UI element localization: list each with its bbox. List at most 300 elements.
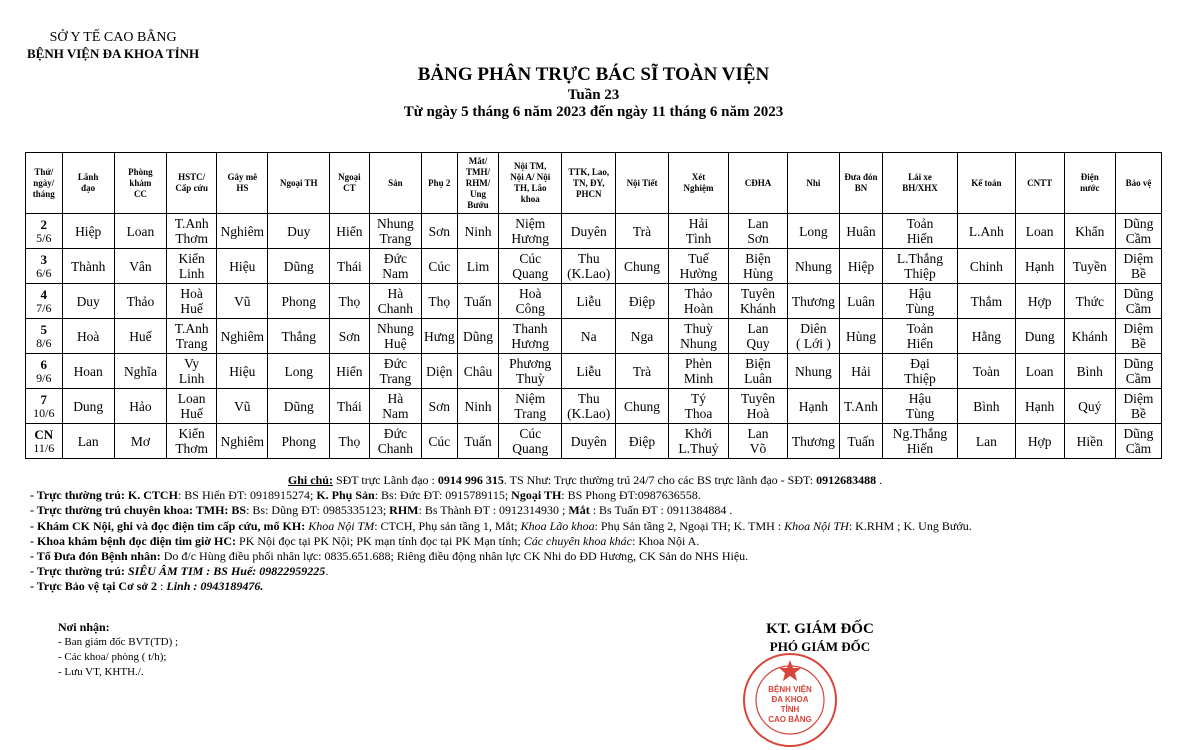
date: 5/6 <box>36 230 52 245</box>
note-italic: Khoa Nội TH <box>784 518 849 533</box>
note-bold: K. Phụ Sản <box>316 488 375 503</box>
cell-text: Thái <box>337 398 362 414</box>
note-label: Ghi chú: <box>287 473 333 487</box>
cell-text: Toản <box>906 216 934 231</box>
note-text: : Bs Thành ĐT : 0912314930 ; <box>418 503 569 518</box>
column-header <box>26 153 63 214</box>
cell-text: Hoà <box>518 286 542 301</box>
cell-text: Cầm <box>1125 441 1152 456</box>
table-cell <box>217 354 268 389</box>
recipient-item: - Lưu VT, KHTH./. <box>58 666 144 678</box>
cell-text: Lan <box>747 426 769 441</box>
column-header <box>958 153 1015 214</box>
table-cell <box>787 389 839 424</box>
cell-text: Hiệu <box>229 363 256 379</box>
table-cell <box>369 389 421 424</box>
cell-text: Quý <box>1078 398 1102 414</box>
table-cell <box>1115 249 1161 284</box>
table-cell <box>840 354 883 389</box>
note-bold: - Trực thường trú chuyên khoa: TMH: BS <box>30 503 247 518</box>
cell-text: Cúc <box>519 426 542 441</box>
cell-text: Thuỳ <box>515 371 545 386</box>
table-cell <box>1064 284 1115 319</box>
cell-text: Thứ/ <box>34 166 54 177</box>
cell-text: Sơn <box>338 328 361 344</box>
cell-text: Diệm <box>1123 391 1154 406</box>
org-department: SỞ Y TẾ CAO BẰNG <box>49 30 177 45</box>
cell-text: Hảo <box>129 398 152 414</box>
table-cell <box>422 284 458 319</box>
table-cell <box>958 319 1015 354</box>
cell-text: Sơn <box>428 223 450 239</box>
cell-text: Hiến <box>906 231 934 246</box>
column-header <box>217 153 268 214</box>
cell-text: HSTC/ <box>178 172 206 182</box>
note-text: : <box>157 579 167 594</box>
org-hospital: BỆNH VIỆN ĐA KHOA TỈNH <box>27 46 200 61</box>
table-cell <box>562 284 616 319</box>
column-header <box>167 153 217 214</box>
table-cell <box>729 389 788 424</box>
cell-text: Thọ <box>428 293 451 309</box>
cell-text: ngày/ <box>33 177 55 188</box>
cell-text: Thơm <box>175 231 208 246</box>
table-row <box>26 284 1162 319</box>
note-text: PK Nội đọc tại PK Nội; PK mạn tính đọc tại PK Mạn tính; <box>236 533 524 548</box>
table-cell <box>422 249 458 284</box>
seal-text: TỈNH <box>780 705 800 714</box>
table-row <box>26 354 1162 389</box>
cell-text: Niệm <box>515 216 546 231</box>
column-header <box>562 153 616 214</box>
cell-text: Long <box>284 363 313 379</box>
cell-text: Nội TM, <box>514 161 547 171</box>
table-cell <box>369 214 421 249</box>
table-cell <box>422 354 458 389</box>
cell-text: Đức <box>383 426 407 441</box>
table-cell <box>330 389 370 424</box>
table-cell <box>369 424 421 459</box>
cell-text: Kiển <box>178 426 205 441</box>
cell-text: Vy <box>184 356 200 371</box>
note-bold: Mắt <box>568 503 590 518</box>
cell-text: Nhung <box>795 258 832 274</box>
cell-text: Lái xe <box>908 172 932 182</box>
table-cell <box>62 319 114 354</box>
note-text: : CTCH, Phụ sản tầng 1, Mắt; <box>374 518 521 533</box>
cell-text: Trà <box>632 363 652 379</box>
cell-text: Hùng <box>743 266 774 281</box>
cell-text: Hương <box>511 336 550 351</box>
table-cell <box>616 214 668 249</box>
table-cell <box>958 214 1015 249</box>
day-cell <box>26 284 63 319</box>
cell-text: Phong <box>281 433 316 449</box>
note-text: : Phụ Sản tầng 2, Ngoại TH; K. TMH : <box>594 518 785 533</box>
table-cell <box>787 424 839 459</box>
table-cell <box>840 214 883 249</box>
table-cell <box>729 319 788 354</box>
cell-text: Toàn <box>972 363 1000 379</box>
table-cell <box>958 284 1015 319</box>
cell-text: Thoa <box>684 406 713 421</box>
column-header <box>1064 153 1115 214</box>
cell-text: Thắm <box>970 293 1003 309</box>
cell-text: Nhung <box>680 336 717 351</box>
column-header <box>616 153 668 214</box>
table-cell <box>499 389 562 424</box>
cell-text: Nga <box>630 328 654 344</box>
date: 6/6 <box>36 265 52 280</box>
cell-text: L.Thắng <box>896 251 944 266</box>
cell-text: Thương <box>791 293 835 309</box>
table-cell <box>1015 354 1064 389</box>
cell-text: Thuỳ <box>684 321 713 336</box>
cell-text: khám <box>129 177 152 188</box>
cell-text: tháng <box>32 188 55 199</box>
table-cell <box>422 214 458 249</box>
cell-text: Vân <box>129 258 152 274</box>
note-text: . <box>325 564 329 579</box>
table-cell <box>268 354 330 389</box>
cell-text: Ninh <box>464 398 492 414</box>
table-cell <box>882 354 957 389</box>
cell-text: TMH/ <box>465 166 490 177</box>
cell-text: Loan <box>126 223 155 239</box>
note-text: . <box>876 473 883 487</box>
cell-text: T.Anh <box>174 216 209 231</box>
cell-text: Huế <box>180 301 203 316</box>
cell-text: Sản <box>388 177 403 188</box>
cell-text: CC <box>133 188 147 199</box>
table-cell <box>729 214 788 249</box>
cell-text: Lan <box>77 433 99 449</box>
document-title: BẢNG PHÂN TRỰC BÁC SĨ TOÀN VIỆN <box>417 64 770 85</box>
note-text: . TS Như: Trực thường trú 24/7 cho các BS trực lãnh đạo - SĐT: <box>503 473 817 487</box>
table-cell <box>882 284 957 319</box>
note-bold: - Khoa khám bệnh đọc điện tim giờ HC: <box>30 533 237 548</box>
cell-text: Công <box>515 301 545 316</box>
table-cell <box>217 424 268 459</box>
cell-text: Dũng <box>1123 286 1154 301</box>
cell-text: Dũng <box>462 328 493 344</box>
table-cell <box>1064 354 1115 389</box>
cell-text: Phụ 2 <box>428 177 451 188</box>
cell-text: Trang <box>379 231 412 246</box>
note-summary <box>0 473 1170 488</box>
cell-text: Tuế <box>688 251 709 266</box>
table-cell <box>562 249 616 284</box>
table-cell <box>958 249 1015 284</box>
cell-text: Linh <box>178 266 205 281</box>
cell-text: Bướu <box>467 199 489 210</box>
day-cell <box>26 354 63 389</box>
cell-text: Thảo <box>684 286 713 301</box>
cell-text: Kiển <box>178 251 205 266</box>
seal-text: ĐA KHOA <box>771 695 809 704</box>
note-line-1 <box>30 488 1170 503</box>
table-cell <box>167 249 217 284</box>
cell-text: Hoà <box>180 286 203 301</box>
table-body <box>26 214 1162 459</box>
note-bold-italic: Linh : 0943189476. <box>166 579 264 594</box>
table-cell <box>958 389 1015 424</box>
cell-text: Huế <box>129 328 152 344</box>
table-cell <box>167 214 217 249</box>
note-text: : BS Hiển ĐT: 0918915274; <box>177 488 317 503</box>
cell-text: Cấp cứu <box>175 183 208 193</box>
table-cell <box>217 249 268 284</box>
table-cell <box>840 284 883 319</box>
cell-text: Loan <box>177 391 206 406</box>
cell-text: Thương <box>791 433 835 449</box>
seal-text: BỆNH VIỆN <box>768 685 812 694</box>
cell-text: Hạnh <box>798 398 829 414</box>
table-cell <box>369 319 421 354</box>
table-cell <box>1064 319 1115 354</box>
cell-text: Diên <box>800 321 827 336</box>
table-cell <box>787 319 839 354</box>
table-cell <box>268 284 330 319</box>
table-row <box>26 249 1162 284</box>
note-text: : K.RHM ; K. Ung Bướu. <box>848 518 972 533</box>
cell-text: Lan <box>975 433 997 449</box>
cell-text: Hợp <box>1027 433 1052 449</box>
weekday: 2 <box>40 216 48 232</box>
cell-text: Bảo vệ <box>1125 177 1152 188</box>
weekday: 4 <box>40 286 48 302</box>
cell-text: Luân <box>744 371 772 386</box>
cell-text: Tý <box>690 391 706 406</box>
cell-text: Nghiêm <box>220 328 265 344</box>
column-header <box>114 153 166 214</box>
cell-text: Hoà <box>746 406 770 421</box>
table-row <box>26 424 1162 459</box>
cell-text: Minh <box>683 371 714 386</box>
cell-text: nước <box>1080 183 1100 193</box>
cell-text: Hương <box>511 231 550 246</box>
cell-text: Dung <box>1024 328 1055 344</box>
cell-text: RHM/ <box>465 177 491 188</box>
table-cell <box>422 319 458 354</box>
cell-text: Lim <box>466 258 490 274</box>
cell-text: Quy <box>746 336 770 351</box>
note-bold: RHM <box>389 503 419 518</box>
cell-text: Cúc <box>428 258 451 274</box>
cell-text: Phòng <box>128 166 153 177</box>
column-header <box>1015 153 1064 214</box>
notes-section <box>30 473 1170 595</box>
cell-text: Duyên <box>570 433 607 449</box>
cell-text: Diệm <box>1123 321 1154 336</box>
day-cell <box>26 389 63 424</box>
cell-text: Cầm <box>1125 301 1152 316</box>
column-header <box>882 153 957 214</box>
table-cell <box>62 354 114 389</box>
column-header <box>499 153 562 214</box>
cell-text: Thu <box>577 251 600 266</box>
note-line-6 <box>30 564 1170 579</box>
note-text: : BS Phong ĐT:0987636558. <box>561 488 701 503</box>
organization-header <box>27 30 199 62</box>
cell-text: Hiến <box>906 336 934 351</box>
table-cell <box>668 284 729 319</box>
cell-text: Hậu <box>908 391 932 406</box>
cell-text: Trang <box>175 336 208 351</box>
cell-text: Tùng <box>905 301 935 316</box>
table-cell <box>499 249 562 284</box>
table-cell <box>882 214 957 249</box>
cell-text: Hoan <box>73 363 103 379</box>
table-cell <box>1064 249 1115 284</box>
table-cell <box>268 424 330 459</box>
cell-text: TH, Lão <box>513 183 547 193</box>
cell-text: Đại <box>910 356 930 371</box>
cell-text: Vũ <box>234 293 251 309</box>
table-cell <box>330 214 370 249</box>
table-cell <box>562 354 616 389</box>
cell-text: Lan <box>747 216 769 231</box>
cell-text: TN, ĐY, <box>573 177 605 188</box>
cell-text: Nam <box>382 406 409 421</box>
recipient-item: - Các khoa/ phòng ( t/h); <box>58 651 167 663</box>
column-header <box>729 153 788 214</box>
cell-text: Điệp <box>628 293 656 309</box>
recipient-item: - Ban giám đốc BVT(TD) ; <box>58 636 179 648</box>
table-cell <box>1115 319 1161 354</box>
signature-title: KT. GIÁM ĐỐC <box>766 621 874 637</box>
table-cell <box>499 284 562 319</box>
cell-text: BH/XHX <box>902 183 938 193</box>
cell-text: Tuyên <box>741 286 776 301</box>
table-cell <box>330 354 370 389</box>
table-cell <box>457 249 499 284</box>
cell-text: Ngoại TH <box>279 177 318 188</box>
cell-text: Loan <box>1025 223 1054 239</box>
cell-text: Thơm <box>175 441 208 456</box>
cell-text: Trang <box>514 406 547 421</box>
table-cell <box>217 319 268 354</box>
table-cell <box>369 284 421 319</box>
table-row <box>26 214 1162 249</box>
date-range: Từ ngày 5 tháng 6 năm 2023 đến ngày 11 tháng 6 năm 2023 <box>403 104 784 120</box>
table-cell <box>217 284 268 319</box>
column-header <box>1115 153 1161 214</box>
column-header <box>457 153 499 214</box>
cell-text: Cúc <box>428 433 451 449</box>
cell-text: Hải <box>688 216 709 231</box>
cell-text: Dũng <box>1123 426 1154 441</box>
table-cell <box>62 389 114 424</box>
cell-text: Đưa đón <box>844 172 878 182</box>
table-cell <box>882 424 957 459</box>
cell-text: Hằng <box>971 328 1001 344</box>
cell-text: Thọ <box>338 433 361 449</box>
cell-text: Nghiệm <box>683 183 714 193</box>
cell-text: Tùng <box>905 406 935 421</box>
cell-text: Sơn <box>428 398 450 414</box>
cell-text: Diện <box>426 363 453 379</box>
cell-text: Nhung <box>377 216 414 231</box>
note-bold-italic: SIÊU ÂM TIM : BS Huế: 09822959225 <box>124 564 326 579</box>
column-header <box>422 153 458 214</box>
table-cell <box>1064 424 1115 459</box>
cell-text: Hà <box>387 391 404 406</box>
table-cell <box>114 249 166 284</box>
note-text: SĐT trực Lãnh đạo : <box>332 473 438 487</box>
cell-text: Lãnh <box>77 172 99 182</box>
note-text: : Bs: Dũng ĐT: 0985335123; <box>246 503 390 518</box>
table-cell <box>62 424 114 459</box>
cell-text: Thảo <box>126 293 155 309</box>
note-line-5 <box>30 549 1170 564</box>
table-cell <box>457 424 499 459</box>
cell-text: Ung <box>469 188 486 199</box>
cell-text: Đức <box>383 356 407 371</box>
week-label: Tuần 23 <box>567 87 620 103</box>
note-text: : Khoa Nội A. <box>631 533 700 548</box>
cell-text: L.Thuỷ <box>678 441 719 456</box>
table-row <box>26 389 1162 424</box>
table-cell <box>562 389 616 424</box>
cell-text: Dũng <box>1123 216 1154 231</box>
cell-text: Bề <box>1130 336 1146 351</box>
table-cell <box>499 214 562 249</box>
cell-text: Thức <box>1075 293 1104 309</box>
table-cell <box>217 389 268 424</box>
cell-text: Đức <box>383 251 407 266</box>
table-cell <box>840 319 883 354</box>
recipients-heading: Nơi nhận: <box>58 620 110 634</box>
cell-text: Mơ <box>130 433 151 449</box>
cell-text: Loan <box>1025 363 1054 379</box>
table-cell <box>729 354 788 389</box>
cell-text: Cầm <box>1125 371 1152 386</box>
table-cell <box>114 354 166 389</box>
cell-text: Cúc <box>519 251 542 266</box>
cell-text: Huế <box>180 406 203 421</box>
note-text: : Bs: Đức ĐT: 0915789115; <box>374 488 512 503</box>
table-cell <box>217 214 268 249</box>
cell-text: (K.Lao) <box>567 266 611 281</box>
table-cell <box>616 284 668 319</box>
table-cell <box>62 214 114 249</box>
table-cell <box>114 284 166 319</box>
table-cell <box>668 249 729 284</box>
cell-text: Hợp <box>1027 293 1052 309</box>
table-cell <box>114 319 166 354</box>
column-header <box>268 153 330 214</box>
table-cell <box>457 354 499 389</box>
cell-text: Ninh <box>464 223 492 239</box>
weekday: 7 <box>40 391 48 407</box>
cell-text: Trà <box>632 223 652 239</box>
signature-subtitle: PHÓ GIÁM ĐỐC <box>769 639 871 654</box>
note-bold: - Trực Bảo vệ tại Cơ sở 2 <box>30 579 158 594</box>
cell-text: Thu <box>577 391 600 406</box>
cell-text: Hiến <box>906 441 934 456</box>
seal-star-icon <box>779 660 801 681</box>
cell-text: Hậu <box>908 286 932 301</box>
table-cell <box>562 319 616 354</box>
table-cell <box>1064 389 1115 424</box>
cell-text: Tuấn <box>847 433 875 449</box>
cell-text: Khởi <box>684 426 713 441</box>
cell-text: Nam <box>382 266 409 281</box>
seal-text: CAO BẰNG <box>768 715 812 724</box>
table-cell <box>457 319 499 354</box>
cell-text: Quang <box>512 441 549 456</box>
